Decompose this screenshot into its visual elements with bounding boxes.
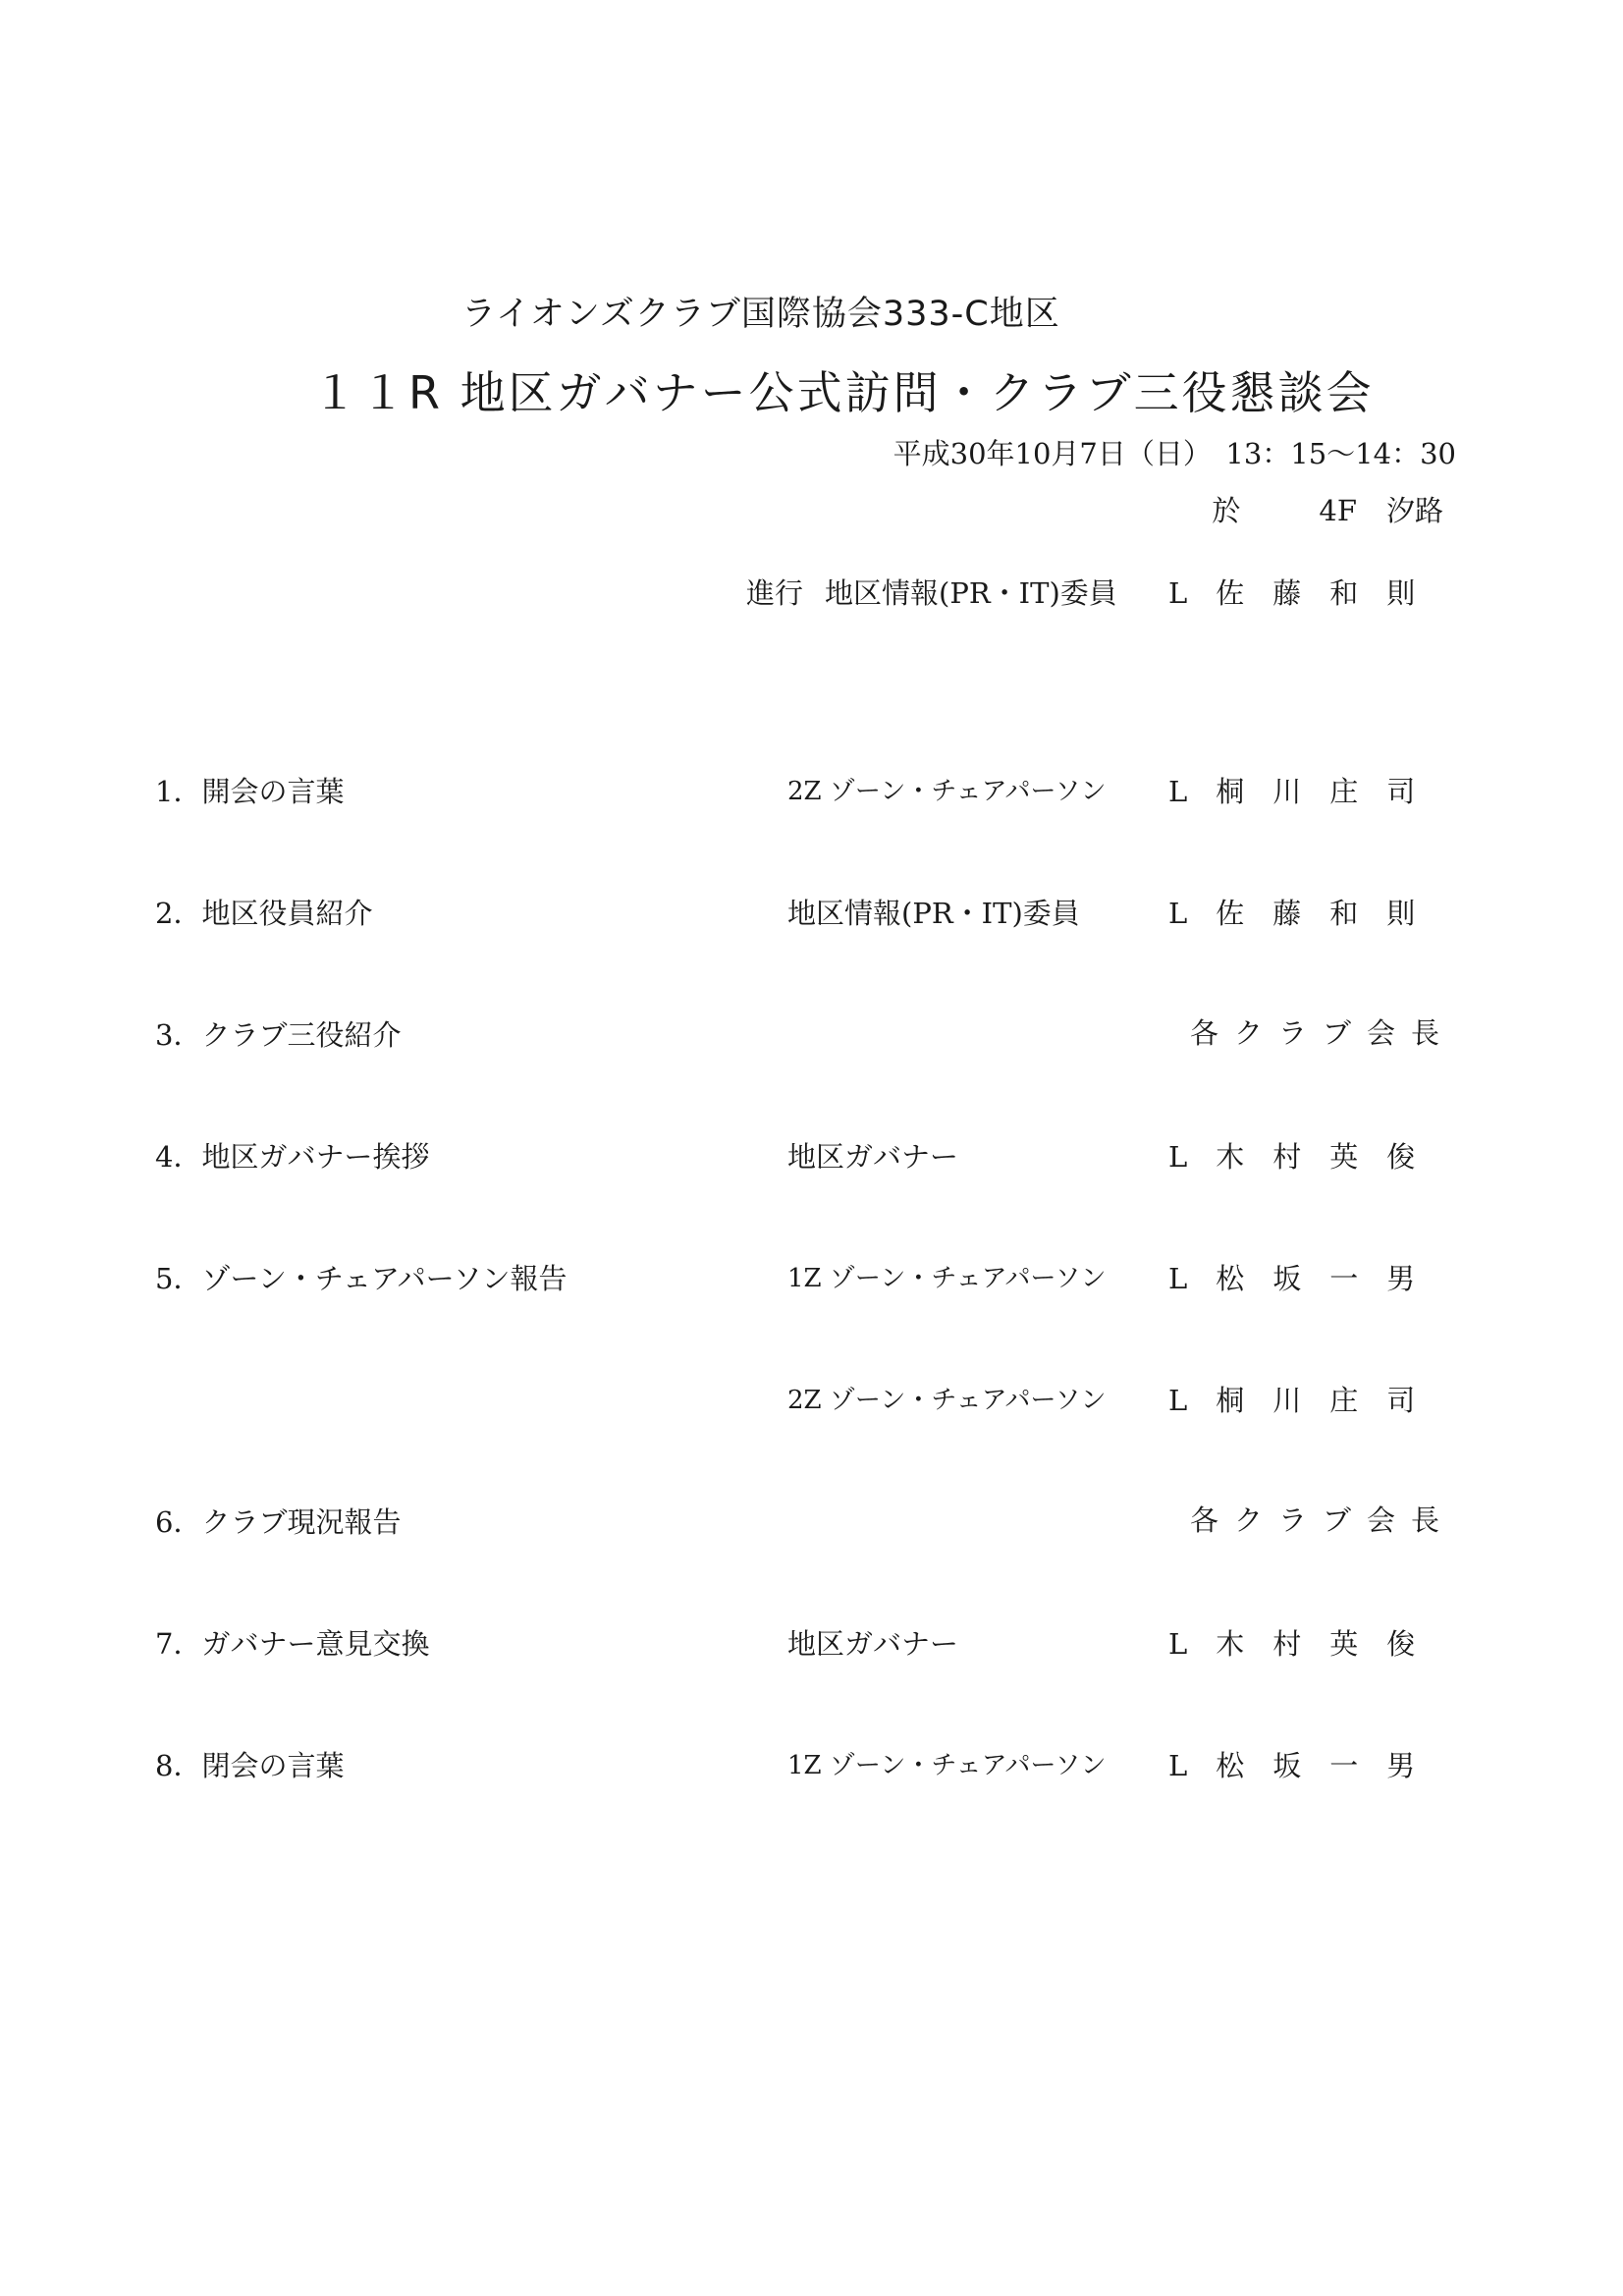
agenda-person: L木村英俊 (1168, 1627, 1444, 1661)
agenda-title: 開会の言葉 (201, 775, 345, 808)
agenda-person: L松坂一男 (1168, 1262, 1444, 1295)
agenda-item-5 (155, 1257, 568, 1297)
agenda-title: 閉会の言葉 (201, 1749, 345, 1782)
mc-line (746, 572, 1117, 612)
agenda-role: 1Z ゾーン・チェアパーソン (787, 1751, 1107, 1780)
agenda-person: L木村英俊 (1168, 1140, 1444, 1174)
mc-label: 進行 (746, 576, 804, 610)
agenda-item-3 (155, 1013, 401, 1054)
agenda-title: 地区ガバナー挨拶 (201, 1140, 430, 1174)
agenda-role: 2Z ゾーン・チェアパーソン (787, 777, 1107, 806)
meeting-date: 平成30年10月7日（日） 13：15～14：30 (893, 437, 1456, 470)
agenda-title: ゾーン・チェアパーソン報告 (201, 1262, 568, 1295)
agenda-title: クラブ三役紹介 (201, 1018, 402, 1052)
agenda-title: クラブ現況報告 (201, 1505, 402, 1539)
agenda-number: 2． (155, 897, 202, 930)
agenda-role: 1Z ゾーン・チェアパーソン (787, 1264, 1107, 1293)
agenda-role: 地区情報(PR・IT)委員 (787, 897, 1080, 930)
agenda-person: L桐川庄司 (1168, 775, 1444, 808)
document-title: １１R 地区ガバナー公式訪問・クラブ三役懇談会 (312, 366, 1375, 419)
agenda-title: ガバナー意見交換 (201, 1627, 430, 1661)
agenda-number: 6． (155, 1505, 202, 1539)
agenda-title: 地区役員紹介 (201, 897, 373, 930)
agenda-person: L佐藤和則 (1168, 897, 1444, 930)
agenda-person: 各クラブ会長 (1190, 1503, 1456, 1537)
agenda-person: 各クラブ会長 (1190, 1016, 1456, 1050)
agenda-item-6 (155, 1501, 401, 1541)
agenda-role: 地区ガバナー (787, 1140, 959, 1174)
agenda-item-4 (155, 1135, 429, 1175)
organization-name: ライオンズクラブ国際協会333-C地区 (461, 295, 1060, 334)
agenda-number: 7． (155, 1627, 202, 1661)
agenda-number: 3． (155, 1018, 202, 1052)
agenda-role: 地区ガバナー (787, 1627, 959, 1661)
agenda-person: L桐川庄司 (1168, 1384, 1444, 1417)
agenda-role: 2Z ゾーン・チェアパーソン (787, 1386, 1107, 1415)
venue-room: 汐路 (1385, 494, 1443, 527)
agenda-number: 5． (155, 1262, 202, 1295)
mc-role: 地区情報(PR・IT)委員 (825, 576, 1117, 610)
agenda-item-7 (155, 1622, 429, 1663)
agenda-number: 1． (155, 775, 202, 808)
agenda-number: 4． (155, 1140, 202, 1174)
agenda-person: L松坂一男 (1168, 1749, 1444, 1782)
agenda-item-1 (155, 770, 344, 810)
venue-floor: 4F (1319, 494, 1357, 527)
venue-prefix: 於 (1212, 494, 1241, 527)
agenda-item-2 (155, 892, 372, 932)
agenda-item-8 (155, 1744, 344, 1784)
agenda-number: 8． (155, 1749, 202, 1782)
meeting-venue (1212, 489, 1443, 529)
mc-person: L佐藤和則 (1168, 576, 1444, 610)
